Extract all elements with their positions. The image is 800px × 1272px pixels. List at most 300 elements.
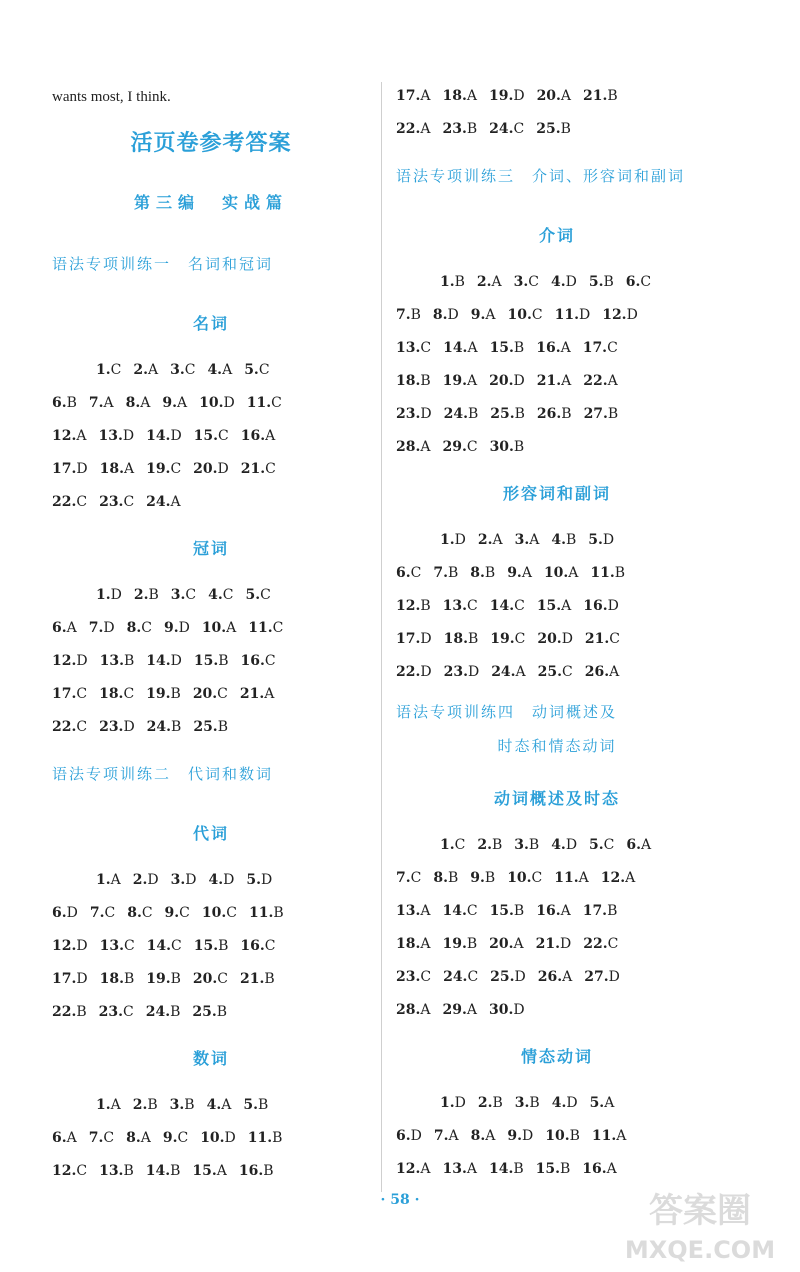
- answer-letter: B: [514, 406, 525, 422]
- answer-letter: D: [626, 307, 638, 323]
- answer-letter: D: [559, 936, 572, 952]
- question-number: 24.: [146, 719, 172, 735]
- answer-letter: A: [140, 1130, 151, 1146]
- question-number: 2.: [133, 362, 148, 378]
- question-number: 15.: [535, 1161, 560, 1177]
- answer-letter: B: [466, 936, 478, 952]
- answer-item: [537, 80, 571, 113]
- answer-item: [442, 431, 477, 464]
- answer-row: [52, 354, 370, 387]
- answer-letter: A: [147, 362, 159, 378]
- answer-row: [52, 864, 370, 897]
- answer-letter: B: [257, 1097, 269, 1113]
- question-number: 28.: [396, 1002, 421, 1018]
- answer-letter: B: [467, 406, 479, 422]
- answer-letter: B: [420, 598, 431, 614]
- question-number: 16.: [536, 903, 561, 919]
- question-number: 12.: [600, 870, 626, 886]
- answer-row: [52, 897, 370, 930]
- question-number: 29.: [442, 1002, 467, 1018]
- question-number: 17.: [582, 340, 608, 356]
- question-number: 16.: [240, 653, 265, 669]
- answer-item: [592, 1120, 626, 1153]
- answer-letter: A: [420, 439, 431, 455]
- answer-letter: A: [466, 88, 477, 104]
- question-number: 2.: [476, 274, 492, 290]
- question-number: 21.: [583, 88, 608, 104]
- answer-item: [52, 963, 88, 996]
- answer-item: [146, 645, 182, 678]
- answer-item: [551, 829, 577, 862]
- answer-item: [440, 266, 465, 299]
- answer-letter: D: [420, 406, 432, 422]
- question-number: 2.: [132, 1097, 148, 1113]
- answer-row: [396, 1087, 718, 1120]
- question-number: 1.: [96, 362, 111, 378]
- question-number: 9.: [507, 565, 522, 581]
- question-number: 8.: [126, 620, 142, 636]
- answer-item: [551, 524, 576, 557]
- answer-letter: A: [123, 461, 135, 477]
- question-number: 17.: [52, 686, 77, 702]
- question-number: 3.: [514, 837, 529, 853]
- answer-item: [396, 365, 431, 398]
- answer-letter: C: [110, 362, 122, 378]
- answer-row: [52, 963, 370, 996]
- answer-item: [489, 113, 524, 146]
- answer-letter: D: [103, 620, 115, 636]
- answer-letter: D: [66, 905, 78, 921]
- answer-letter: B: [420, 373, 431, 389]
- answer-letter: A: [226, 620, 237, 636]
- question-number: 16.: [238, 1163, 264, 1179]
- question-number: 18.: [99, 686, 124, 702]
- answer-item: [490, 623, 525, 656]
- answer-letter: D: [513, 373, 525, 389]
- answer-item: [554, 862, 588, 895]
- answer-letter: A: [467, 373, 478, 389]
- answer-letter: B: [447, 870, 459, 886]
- answer-row: [52, 930, 370, 963]
- answer-item: [248, 612, 283, 645]
- answer-item: [490, 398, 525, 431]
- question-number: 20.: [193, 461, 218, 477]
- answer-letter: C: [609, 631, 620, 647]
- question-number: 1.: [440, 532, 455, 548]
- answer-row: [52, 579, 370, 612]
- answer-item: [471, 299, 496, 332]
- question-number: 20.: [192, 686, 218, 702]
- answer-row: [396, 862, 718, 895]
- answer-item: [165, 897, 190, 930]
- answer-letter: A: [265, 428, 276, 444]
- answer-item: [396, 299, 421, 332]
- answer-letter: C: [467, 598, 478, 614]
- question-number: 4.: [208, 587, 223, 603]
- question-number: 14.: [146, 653, 171, 669]
- question-number: 26.: [537, 969, 563, 985]
- answer-letter: B: [170, 686, 181, 702]
- answer-item: [514, 829, 539, 862]
- answer-item: [444, 398, 479, 431]
- answer-letter: D: [447, 307, 459, 323]
- question-number: 27.: [584, 969, 609, 985]
- answer-letter: B: [263, 1163, 274, 1179]
- answer-letter: D: [578, 307, 591, 323]
- question-number: 14.: [442, 903, 467, 919]
- answer-item: [396, 590, 431, 623]
- answer-item: [193, 963, 228, 996]
- answer-letter: A: [448, 1128, 459, 1144]
- part-title: 第三编 实战篇: [133, 193, 288, 212]
- question-number: 6.: [396, 1128, 411, 1144]
- question-number: 24.: [146, 494, 171, 510]
- answer-item: [442, 928, 477, 961]
- answer-letter: D: [514, 969, 526, 985]
- answer-item: [98, 420, 134, 453]
- answer-item: [443, 365, 477, 398]
- question-number: 12.: [52, 653, 77, 669]
- answer-item: [247, 387, 282, 420]
- question-number: 10.: [200, 1130, 225, 1146]
- question-number: 27.: [583, 406, 608, 422]
- question-number: 8.: [470, 1128, 486, 1144]
- question-number: 5.: [588, 274, 604, 290]
- question-number: 4.: [551, 837, 566, 853]
- answer-letter: B: [170, 1004, 181, 1020]
- answer-item: [52, 612, 77, 645]
- answer-item: [514, 266, 539, 299]
- answer-item: [396, 961, 431, 994]
- answer-item: [52, 1122, 77, 1155]
- answer-row: [52, 645, 370, 678]
- question-number: 8.: [125, 395, 141, 411]
- answer-item: [207, 1089, 232, 1122]
- answer-row: [396, 623, 718, 656]
- answer-letter: D: [223, 395, 235, 411]
- answer-row: [396, 524, 718, 557]
- question-number: 26.: [536, 406, 562, 422]
- answer-letter: B: [513, 1161, 524, 1177]
- answer-block: [52, 579, 370, 744]
- answer-letter: C: [76, 719, 88, 735]
- question-number: 10.: [507, 870, 532, 886]
- answer-letter: D: [607, 598, 619, 614]
- question-number: 19.: [490, 631, 515, 647]
- answer-item: [471, 1120, 496, 1153]
- question-number: 10.: [507, 307, 532, 323]
- answer-item: [440, 524, 466, 557]
- answer-letter: B: [147, 1097, 158, 1113]
- answer-item: [241, 645, 276, 678]
- answer-item: [100, 963, 135, 996]
- answer-row: [396, 928, 718, 961]
- answer-letter: B: [607, 406, 619, 422]
- answer-letter: B: [123, 653, 135, 669]
- answer-item: [52, 420, 86, 453]
- answer-item: [626, 829, 651, 862]
- answer-letter: B: [184, 1097, 195, 1113]
- answer-letter: B: [217, 719, 228, 735]
- answer-letter: A: [485, 307, 496, 323]
- answer-letter: C: [171, 938, 182, 954]
- answer-letter: B: [492, 1095, 503, 1111]
- answer-item: [248, 1122, 283, 1155]
- answer-item: [478, 1087, 503, 1120]
- answer-item: [590, 1087, 615, 1120]
- answer-letter: D: [122, 428, 135, 444]
- answer-item: [133, 354, 158, 387]
- answer-letter: B: [513, 439, 525, 455]
- answer-letter: A: [222, 362, 233, 378]
- answer-item: [99, 996, 134, 1029]
- answer-item: [602, 299, 638, 332]
- answer-item: [146, 963, 181, 996]
- answer-item: [208, 864, 234, 897]
- answer-letter: C: [528, 274, 540, 290]
- answer-letter: A: [420, 88, 431, 104]
- answer-letter: B: [123, 971, 135, 987]
- answer-letter: B: [565, 532, 577, 548]
- question-number: 13.: [99, 1163, 124, 1179]
- answer-letter: B: [170, 971, 181, 987]
- answer-letter: C: [217, 686, 228, 702]
- question-number: 1.: [96, 872, 111, 888]
- answer-row: [52, 486, 370, 519]
- question-number: 20.: [489, 373, 514, 389]
- answer-letter: C: [76, 494, 88, 510]
- question-number: 9.: [162, 1130, 178, 1146]
- question-number: 30.: [488, 1002, 514, 1018]
- answer-item: [89, 387, 114, 420]
- answer-letter: D: [260, 872, 273, 888]
- question-number: 26.: [584, 664, 610, 680]
- answer-letter: D: [224, 1130, 236, 1146]
- answer-item: [601, 862, 635, 895]
- answer-letter: C: [103, 1130, 115, 1146]
- answer-item: [396, 623, 432, 656]
- answer-letter: D: [420, 664, 432, 680]
- question-number: 19.: [442, 373, 468, 389]
- question-number: 25.: [536, 121, 561, 137]
- question-number: 3.: [170, 872, 186, 888]
- answer-item: [194, 930, 229, 963]
- answer-item: [433, 862, 458, 895]
- subsection-title: 情态动词: [520, 1047, 593, 1066]
- answer-letter: A: [110, 872, 121, 888]
- answer-block: [396, 266, 718, 464]
- question-number: 6.: [625, 274, 641, 290]
- answer-item: [170, 354, 195, 387]
- question-number: 24.: [491, 664, 516, 680]
- question-number: 23.: [442, 121, 467, 137]
- answer-item: [396, 398, 432, 431]
- answer-letter: D: [565, 274, 577, 290]
- answer-item: [443, 961, 478, 994]
- answer-item: [133, 864, 159, 897]
- question-number: 6.: [626, 837, 642, 853]
- answer-letter: D: [170, 428, 182, 444]
- question-number: 13.: [442, 1161, 467, 1177]
- question-number: 23.: [443, 664, 468, 680]
- question-number: 1.: [440, 274, 455, 290]
- question-number: 8.: [432, 307, 448, 323]
- question-number: 3.: [170, 362, 185, 378]
- answer-item: [583, 928, 618, 961]
- answer-item: [396, 1120, 422, 1153]
- answer-item: [555, 299, 591, 332]
- answer-item: [207, 354, 232, 387]
- answer-letter: A: [606, 1161, 617, 1177]
- watermark-line2: MXQE.COM: [624, 1236, 776, 1264]
- answer-item: [249, 897, 284, 930]
- answer-letter: C: [123, 686, 135, 702]
- answer-item: [240, 930, 275, 963]
- question-number: 17.: [396, 631, 421, 647]
- answer-item: [52, 453, 88, 486]
- answer-item: [545, 1120, 580, 1153]
- answer-letter: A: [560, 340, 571, 356]
- answer-row: [396, 80, 718, 113]
- answer-row: [52, 711, 370, 744]
- question-number: 23.: [99, 719, 124, 735]
- answer-letter: B: [148, 587, 159, 603]
- answer-item: [433, 557, 458, 590]
- answer-row: [396, 299, 718, 332]
- question-number: 5.: [246, 872, 261, 888]
- answer-letter: A: [561, 373, 572, 389]
- answer-item: [489, 928, 523, 961]
- answer-letter: A: [420, 1161, 431, 1177]
- answer-item: [243, 1089, 268, 1122]
- question-number: 13.: [98, 428, 123, 444]
- answer-letter: D: [123, 719, 135, 735]
- answer-letter: A: [485, 1128, 496, 1144]
- answer-item: [442, 113, 477, 146]
- answer-item: [193, 453, 229, 486]
- answer-row: [396, 365, 718, 398]
- question-number: 18.: [442, 88, 467, 104]
- answer-item: [96, 864, 121, 897]
- answer-item: [491, 656, 525, 689]
- answer-item: [396, 431, 430, 464]
- answer-item: [192, 1155, 226, 1188]
- question-number: 25.: [537, 664, 563, 680]
- question-number: 16.: [582, 1161, 607, 1177]
- question-number: 19.: [146, 461, 171, 477]
- question-number: 22.: [396, 664, 421, 680]
- answer-letter: D: [185, 872, 197, 888]
- answer-letter: A: [625, 870, 636, 886]
- question-number: 5.: [244, 362, 259, 378]
- question-number: 7.: [433, 565, 448, 581]
- answer-item: [538, 961, 572, 994]
- answer-item: [584, 398, 619, 431]
- answer-letter: C: [514, 631, 526, 647]
- answer-item: [536, 113, 571, 146]
- answer-block: [52, 864, 370, 1029]
- answer-item: [537, 590, 571, 623]
- question-number: 6.: [52, 620, 67, 636]
- question-number: 8.: [470, 565, 485, 581]
- answer-item: [544, 557, 578, 590]
- question-number: 24.: [489, 121, 514, 137]
- answer-letter: A: [521, 565, 532, 581]
- answer-item: [146, 486, 180, 519]
- answer-letter: A: [604, 1095, 615, 1111]
- answer-letter: C: [410, 870, 422, 886]
- answer-item: [588, 524, 614, 557]
- answer-block: [396, 80, 718, 146]
- answer-item: [99, 486, 134, 519]
- question-number: 19.: [146, 686, 171, 702]
- answer-letter: A: [140, 395, 151, 411]
- question-number: 23.: [396, 969, 421, 985]
- answer-item: [442, 994, 476, 1027]
- question-number: 25.: [192, 1004, 217, 1020]
- answer-item: [442, 895, 477, 928]
- section-title-line: 语法专项训练二 代词和数词: [52, 765, 274, 783]
- question-number: 18.: [99, 971, 124, 987]
- answer-letter: D: [454, 532, 466, 548]
- answer-letter: C: [514, 598, 525, 614]
- question-number: 18.: [396, 373, 421, 389]
- answer-letter: C: [170, 461, 182, 477]
- question-number: 3.: [514, 532, 530, 548]
- answer-item: [536, 1153, 571, 1186]
- answer-letter: D: [420, 631, 432, 647]
- answer-letter: C: [218, 428, 229, 444]
- watermark-logo: [610, 1180, 790, 1270]
- question-number: 17.: [52, 461, 77, 477]
- answer-block: [52, 354, 370, 519]
- answer-item: [396, 994, 430, 1027]
- answer-item: [127, 897, 152, 930]
- answer-row: [396, 557, 718, 590]
- question-number: 12.: [52, 938, 77, 954]
- answer-row: [396, 431, 718, 464]
- answer-letter: A: [529, 532, 540, 548]
- answer-letter: A: [216, 1163, 227, 1179]
- answer-item: [489, 365, 525, 398]
- section-title-line: 语法专项训练三 介词、形容词和副词: [396, 167, 686, 185]
- answer-item: [241, 453, 276, 486]
- question-number: 2.: [477, 532, 493, 548]
- answer-letter: A: [466, 1002, 477, 1018]
- answer-letter: B: [513, 340, 525, 356]
- answer-letter: C: [467, 969, 479, 985]
- answer-row: [52, 1155, 370, 1188]
- answer-letter: C: [264, 653, 276, 669]
- answer-item: [193, 678, 228, 711]
- question-number: 7.: [89, 905, 105, 921]
- answer-letter: A: [492, 532, 503, 548]
- question-number: 11.: [247, 1130, 273, 1146]
- answer-item: [193, 711, 228, 744]
- answer-row: [52, 996, 370, 1029]
- question-number: 20.: [537, 631, 562, 647]
- answer-item: [470, 557, 495, 590]
- answer-letter: D: [170, 653, 182, 669]
- answer-item: [444, 656, 480, 689]
- answer-item: [490, 961, 526, 994]
- answer-letter: B: [528, 837, 540, 853]
- question-number: 9.: [163, 620, 179, 636]
- question-number: 6.: [52, 395, 67, 411]
- question-number: 22.: [52, 1004, 77, 1020]
- question-number: 4.: [551, 274, 566, 290]
- answer-item: [490, 332, 525, 365]
